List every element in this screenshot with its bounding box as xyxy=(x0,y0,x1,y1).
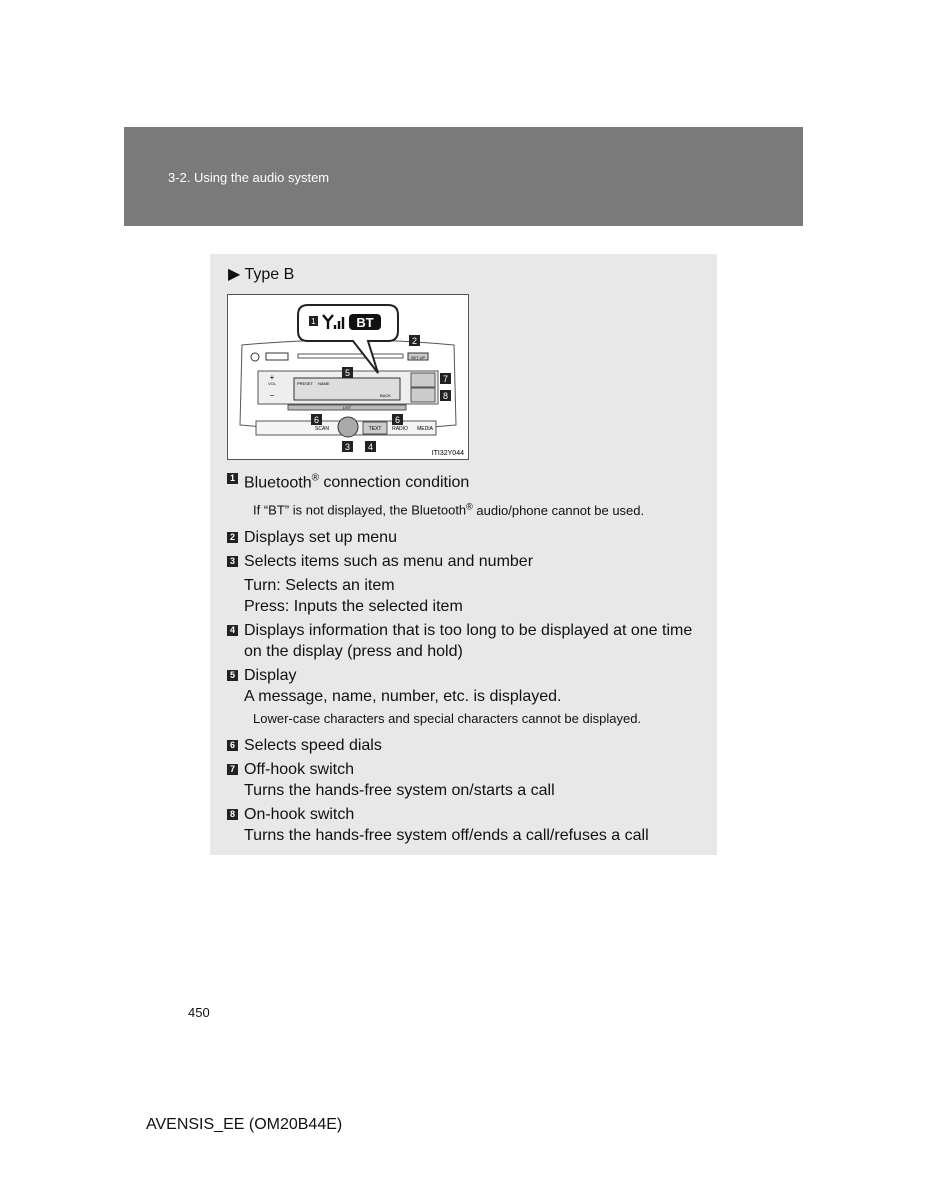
text-label: TEXT xyxy=(368,426,382,432)
diagram-svg xyxy=(228,295,468,459)
item-number-badge: 3 xyxy=(227,556,238,567)
list-item xyxy=(227,620,707,662)
media-label: MEDIA xyxy=(417,426,433,432)
text: 2 xyxy=(411,336,418,346)
item-number-badge: 5 xyxy=(227,670,238,681)
text: 6 xyxy=(394,415,401,425)
text: Bluetooth xyxy=(244,474,312,492)
text: Selects speed dials xyxy=(244,736,382,754)
text: A message, name, number, etc. is displayed. xyxy=(244,687,562,705)
text: 6 xyxy=(313,415,320,425)
footer-model: AVENSIS_EE (OM20B44E) xyxy=(146,1116,343,1133)
preset-label: PRESET xyxy=(297,381,314,386)
vol-label: VOL xyxy=(267,381,277,386)
text: Turns the hands-free system off/ends a call/refuses a call xyxy=(244,826,649,844)
list-item xyxy=(227,804,707,846)
text: 3 xyxy=(344,442,351,452)
text: Lower-case characters and special characters cannot be displayed. xyxy=(253,710,642,726)
text: Turn: Selects an item xyxy=(244,576,395,594)
text: Display xyxy=(244,666,297,684)
list-label: LIST xyxy=(342,405,352,410)
legend-list xyxy=(227,468,707,846)
item-number-badge: 2 xyxy=(227,532,238,543)
text: Displays information that is too long to be displayed at one time xyxy=(244,621,693,639)
text: If “BT” is not displayed, the Bluetooth xyxy=(253,502,467,518)
section-title: 3-2. Using the audio system xyxy=(168,170,330,185)
setup-label: SET UP xyxy=(410,355,426,360)
list-item xyxy=(227,551,707,617)
list-item xyxy=(227,735,707,756)
item-number-badge: 6 xyxy=(227,740,238,751)
content-panel xyxy=(210,254,717,855)
back-label: BACK xyxy=(380,393,391,398)
text: 8 xyxy=(442,391,449,401)
text: Turns the hands-free system on/starts a call xyxy=(244,781,555,799)
name-label: NAME xyxy=(318,381,330,386)
off-hook-button xyxy=(411,373,435,387)
tune-knob xyxy=(338,417,358,437)
item-number-badge: 7 xyxy=(227,764,238,775)
text: ® audio/phone cannot be used. xyxy=(466,501,645,518)
vol-up: + xyxy=(269,373,275,382)
list-item xyxy=(227,759,707,801)
figure-code: ITI32Y044 xyxy=(431,450,464,457)
text: On-hook switch xyxy=(244,805,355,823)
page-number: 450 xyxy=(188,1005,210,1020)
text: Press: Inputs the selected item xyxy=(244,597,463,615)
vol-down: − xyxy=(269,391,275,400)
type-label: ▶ Type B xyxy=(228,266,295,283)
text: 4 xyxy=(367,442,374,452)
text: 5 xyxy=(344,368,351,378)
list-item xyxy=(227,527,707,548)
text: 7 xyxy=(442,374,449,384)
text: 1 xyxy=(311,317,316,326)
item-number-badge: 4 xyxy=(227,625,238,636)
item-number-badge: 8 xyxy=(227,809,238,820)
list-item xyxy=(227,468,707,521)
text: Selects items such as menu and number xyxy=(244,552,534,570)
list-item xyxy=(227,665,707,729)
text: ® connection condition xyxy=(311,473,470,492)
on-hook-button xyxy=(411,388,435,402)
text: Displays set up menu xyxy=(244,528,397,546)
bt-icon: BT xyxy=(356,315,374,330)
audio-unit-diagram xyxy=(227,294,469,460)
section-header xyxy=(124,127,803,226)
scan-label: SCAN xyxy=(315,426,329,432)
text: on the display (press and hold) xyxy=(244,642,463,660)
item-number-badge: 1 xyxy=(227,473,238,484)
radio-label: RADIO xyxy=(392,426,408,432)
text: Off-hook switch xyxy=(244,760,354,778)
